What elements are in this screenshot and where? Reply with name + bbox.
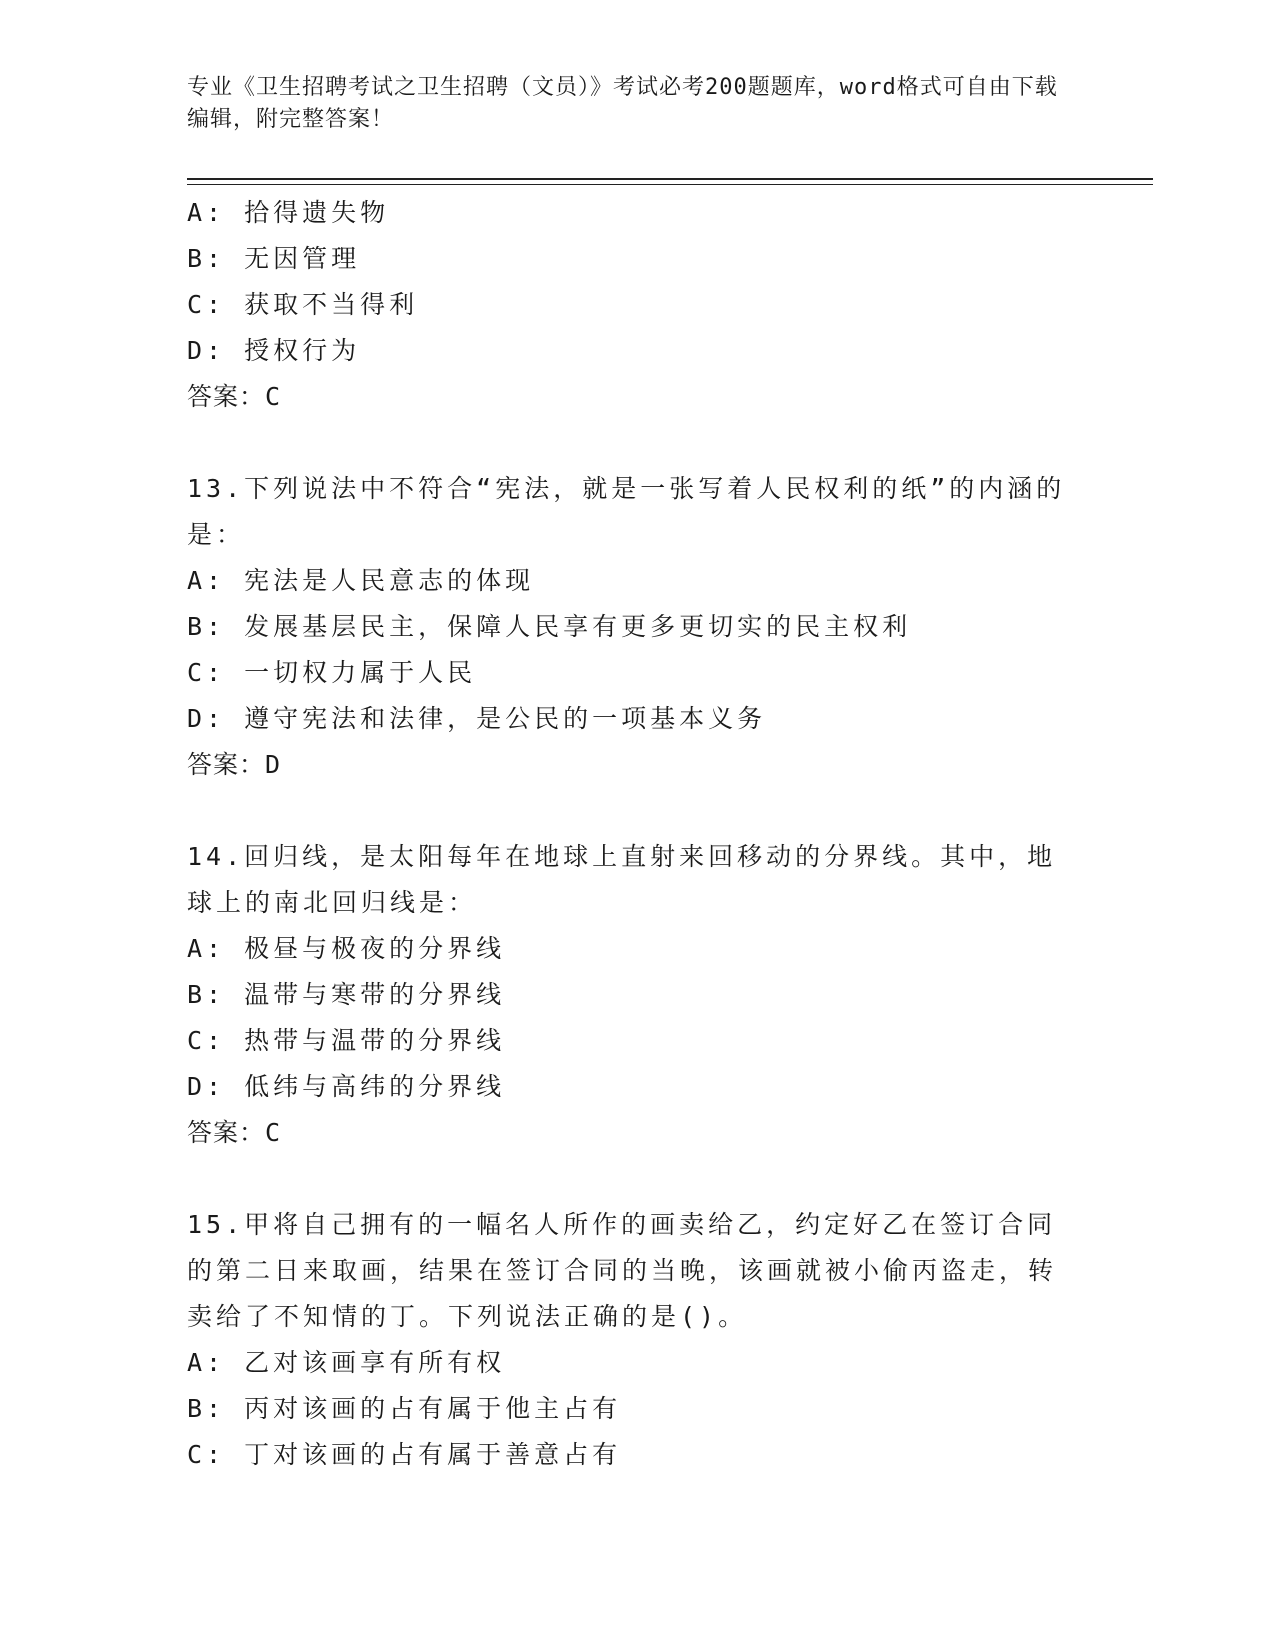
option-b: B: 无因管理 bbox=[187, 244, 361, 273]
option-c: C: 丁对该画的占有属于善意占有 bbox=[187, 1440, 622, 1469]
spacer bbox=[187, 1156, 1087, 1202]
option-a: A: 乙对该画享有所有权 bbox=[187, 1348, 506, 1377]
answer: 答案：C bbox=[187, 1118, 282, 1147]
option-b: B: 发展基层民主，保障人民享有更多更切实的民主权利 bbox=[187, 612, 912, 641]
question-text: 15.甲将自己拥有的一幅名人所作的画卖给乙，约定好乙在签订合同的第二日来取画，结果在签订合同的当晚，该画就被小偷丙盗走，转卖给了不知情的丁。下列说法正确的是()。 bbox=[187, 1210, 1058, 1331]
option-d: D: 授权行为 bbox=[187, 336, 361, 365]
question-block-14 bbox=[187, 834, 1087, 1156]
answer: 答案：C bbox=[187, 382, 282, 411]
header-divider-thick bbox=[187, 178, 1153, 180]
option-b: B: 温带与寒带的分界线 bbox=[187, 980, 506, 1009]
option-c: C: 获取不当得利 bbox=[187, 290, 419, 319]
question-text: 14.回归线，是太阳每年在地球上直射来回移动的分界线。其中，地球上的南北回归线是： bbox=[187, 842, 1057, 917]
option-d: D: 遵守宪法和法律，是公民的一项基本义务 bbox=[187, 704, 767, 733]
document-header: 专业《卫生招聘考试之卫生招聘（文员）》考试必考200题题库，word格式可自由下载编辑，附完整答案！ bbox=[187, 75, 1058, 132]
option-a: A: 宪法是人民意志的体现 bbox=[187, 566, 535, 595]
option-c: C: 热带与温带的分界线 bbox=[187, 1026, 506, 1055]
question-block-13 bbox=[187, 466, 1087, 788]
header-divider-thin bbox=[187, 184, 1153, 185]
document-body bbox=[187, 190, 1087, 1478]
spacer bbox=[187, 788, 1087, 834]
option-b: B: 丙对该画的占有属于他主占有 bbox=[187, 1394, 622, 1423]
option-c: C: 一切权力属于人民 bbox=[187, 658, 477, 687]
question-block-15 bbox=[187, 1202, 1087, 1478]
answer: 答案：D bbox=[187, 750, 282, 779]
option-a: A: 极昼与极夜的分界线 bbox=[187, 934, 506, 963]
question-block-12 bbox=[187, 190, 1087, 420]
spacer bbox=[187, 420, 1087, 466]
question-text: 13.下列说法中不符合“宪法，就是一张写着人民权利的纸”的内涵的是： bbox=[187, 474, 1066, 549]
option-a: A: 拾得遗失物 bbox=[187, 198, 390, 227]
option-d: D: 低纬与高纬的分界线 bbox=[187, 1072, 506, 1101]
